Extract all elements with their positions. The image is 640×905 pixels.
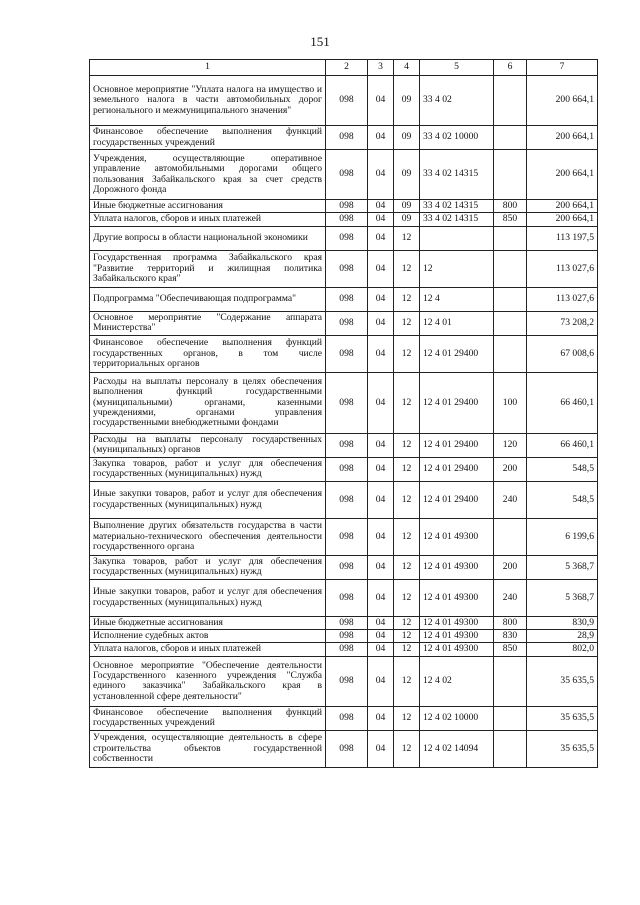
ministry-code-cell: 098 xyxy=(326,518,368,555)
table-row xyxy=(90,311,598,335)
amount-cell: 548,5 xyxy=(527,457,598,481)
row-name-cell: Иные бюджетные ассигнования xyxy=(90,200,326,213)
table-row xyxy=(90,200,598,213)
column-header: 4 xyxy=(394,60,420,76)
amount-cell: 28,9 xyxy=(527,630,598,643)
ministry-code-cell: 098 xyxy=(326,481,368,518)
section-code-cell: 04 xyxy=(368,311,394,335)
section-code-cell: 04 xyxy=(368,200,394,213)
row-name-cell: Иные закупки товаров, работ и услуг для обеспечения государственных (муниципальных) нужд xyxy=(90,481,326,518)
target-article-cell: 12 4 01 29400 xyxy=(420,457,494,481)
table-row xyxy=(90,481,598,518)
target-article-cell: 12 4 01 29400 xyxy=(420,335,494,372)
amount-cell: 200 664,1 xyxy=(527,213,598,226)
subsection-code-cell: 12 xyxy=(394,730,420,767)
table-row xyxy=(90,76,598,126)
expense-type-cell: 100 xyxy=(494,372,527,433)
section-code-cell: 04 xyxy=(368,457,394,481)
ministry-code-cell: 098 xyxy=(326,630,368,643)
subsection-code-cell: 12 xyxy=(394,616,420,629)
expense-type-cell: 830 xyxy=(494,630,527,643)
expense-type-cell: 240 xyxy=(494,579,527,616)
budget-table xyxy=(89,59,598,768)
section-code-cell: 04 xyxy=(368,518,394,555)
subsection-code-cell: 12 xyxy=(394,656,420,706)
target-article-cell: 12 4 02 xyxy=(420,656,494,706)
amount-cell: 200 664,1 xyxy=(527,150,598,200)
section-code-cell: 04 xyxy=(368,76,394,126)
amount-cell: 66 460,1 xyxy=(527,433,598,457)
ministry-code-cell: 098 xyxy=(326,579,368,616)
amount-cell: 113 027,6 xyxy=(527,287,598,311)
row-name-cell: Выполнение других обязательств государства в части материально-технического обеспечения деятельности государственного органа xyxy=(90,518,326,555)
section-code-cell: 04 xyxy=(368,213,394,226)
ministry-code-cell: 098 xyxy=(326,150,368,200)
subsection-code-cell: 09 xyxy=(394,150,420,200)
table-row xyxy=(90,616,598,629)
target-article-cell: 12 4 01 49300 xyxy=(420,616,494,629)
subsection-code-cell: 12 xyxy=(394,287,420,311)
target-article-cell: 12 4 01 49300 xyxy=(420,555,494,579)
subsection-code-cell: 12 xyxy=(394,630,420,643)
expense-type-cell: 240 xyxy=(494,481,527,518)
row-name-cell: Закупка товаров, работ и услуг для обеспечения государственных (муниципальных) нужд xyxy=(90,555,326,579)
column-header: 1 xyxy=(90,60,326,76)
target-article-cell: 33 4 02 14315 xyxy=(420,200,494,213)
amount-cell: 35 635,5 xyxy=(527,656,598,706)
section-code-cell: 04 xyxy=(368,126,394,150)
target-article-cell: 12 4 01 49300 xyxy=(420,643,494,656)
row-name-cell: Учреждения, осуществляющие оперативное управление автомобильными дорогами общего пользования Забайкальского края за счет средств Дорожного фонда xyxy=(90,150,326,200)
amount-cell: 548,5 xyxy=(527,481,598,518)
table-row xyxy=(90,579,598,616)
target-article-cell: 12 4 01 xyxy=(420,311,494,335)
table-row xyxy=(90,126,598,150)
expense-type-cell xyxy=(494,226,527,250)
target-article-cell: 12 4 01 49300 xyxy=(420,518,494,555)
expense-type-cell: 850 xyxy=(494,643,527,656)
subsection-code-cell: 12 xyxy=(394,579,420,616)
target-article-cell: 12 4 01 29400 xyxy=(420,372,494,433)
expense-type-cell: 200 xyxy=(494,457,527,481)
subsection-code-cell: 09 xyxy=(394,200,420,213)
expense-type-cell xyxy=(494,706,527,730)
amount-cell: 66 460,1 xyxy=(527,372,598,433)
section-code-cell: 04 xyxy=(368,226,394,250)
table-row xyxy=(90,630,598,643)
amount-cell: 73 208,2 xyxy=(527,311,598,335)
table-row xyxy=(90,335,598,372)
expense-type-cell xyxy=(494,126,527,150)
amount-cell: 35 635,5 xyxy=(527,706,598,730)
subsection-code-cell: 12 xyxy=(394,555,420,579)
page-number: 151 xyxy=(310,34,330,49)
table-row xyxy=(90,226,598,250)
row-name-cell: Уплата налогов, сборов и иных платежей xyxy=(90,643,326,656)
section-code-cell: 04 xyxy=(368,372,394,433)
column-header: 2 xyxy=(326,60,368,76)
expense-type-cell: 200 xyxy=(494,555,527,579)
amount-cell: 113 027,6 xyxy=(527,250,598,287)
row-name-cell: Основное мероприятие "Обеспечение деятельности Государственного казенного учреждения "Служба единого заказчика" Забайкальского края в установленной сфере деятельности" xyxy=(90,656,326,706)
expense-type-cell: 800 xyxy=(494,200,527,213)
table-row xyxy=(90,457,598,481)
section-code-cell: 04 xyxy=(368,287,394,311)
target-article-cell: 12 4 02 10000 xyxy=(420,706,494,730)
target-article-cell: 12 xyxy=(420,250,494,287)
subsection-code-cell: 12 xyxy=(394,335,420,372)
target-article-cell: 33 4 02 xyxy=(420,76,494,126)
expense-type-cell xyxy=(494,730,527,767)
table-row xyxy=(90,213,598,226)
subsection-code-cell: 12 xyxy=(394,226,420,250)
section-code-cell: 04 xyxy=(368,555,394,579)
table-row xyxy=(90,287,598,311)
amount-cell: 200 664,1 xyxy=(527,76,598,126)
ministry-code-cell: 098 xyxy=(326,656,368,706)
ministry-code-cell: 098 xyxy=(326,616,368,629)
ministry-code-cell: 098 xyxy=(326,372,368,433)
section-code-cell: 04 xyxy=(368,616,394,629)
section-code-cell: 04 xyxy=(368,579,394,616)
section-code-cell: 04 xyxy=(368,706,394,730)
expense-type-cell xyxy=(494,76,527,126)
table-row xyxy=(90,433,598,457)
expense-type-cell xyxy=(494,656,527,706)
ministry-code-cell: 098 xyxy=(326,126,368,150)
amount-cell: 6 199,6 xyxy=(527,518,598,555)
section-code-cell: 04 xyxy=(368,630,394,643)
table-row xyxy=(90,706,598,730)
section-code-cell: 04 xyxy=(368,730,394,767)
ministry-code-cell: 098 xyxy=(326,311,368,335)
section-code-cell: 04 xyxy=(368,433,394,457)
row-name-cell: Уплата налогов, сборов и иных платежей xyxy=(90,213,326,226)
section-code-cell: 04 xyxy=(368,481,394,518)
row-name-cell: Основное мероприятие "Уплата налога на имущество и земельного налога в части автомобильных дорог регионального и межмуниципального значения" xyxy=(90,76,326,126)
table-row xyxy=(90,518,598,555)
subsection-code-cell: 09 xyxy=(394,126,420,150)
subsection-code-cell: 12 xyxy=(394,518,420,555)
ministry-code-cell: 098 xyxy=(326,555,368,579)
expense-type-cell xyxy=(494,311,527,335)
amount-cell: 200 664,1 xyxy=(527,200,598,213)
row-name-cell: Расходы на выплаты персоналу государственных (муниципальных) органов xyxy=(90,433,326,457)
subsection-code-cell: 12 xyxy=(394,372,420,433)
target-article-cell: 12 4 01 49300 xyxy=(420,630,494,643)
section-code-cell: 04 xyxy=(368,335,394,372)
row-name-cell: Исполнение судебных актов xyxy=(90,630,326,643)
ministry-code-cell: 098 xyxy=(326,335,368,372)
row-name-cell: Финансовое обеспечение выполнения функций государственных органов, в том числе территориальных органов xyxy=(90,335,326,372)
row-name-cell: Финансовое обеспечение выполнения функций государственных учреждений xyxy=(90,126,326,150)
amount-cell: 5 368,7 xyxy=(527,579,598,616)
expense-type-cell: 850 xyxy=(494,213,527,226)
section-code-cell: 04 xyxy=(368,656,394,706)
column-header: 7 xyxy=(527,60,598,76)
column-header: 6 xyxy=(494,60,527,76)
target-article-cell: 12 4 01 49300 xyxy=(420,579,494,616)
amount-cell: 67 008,6 xyxy=(527,335,598,372)
amount-cell: 35 635,5 xyxy=(527,730,598,767)
table-body xyxy=(90,76,598,768)
amount-cell: 113 197,5 xyxy=(527,226,598,250)
table-row xyxy=(90,656,598,706)
table-row xyxy=(90,643,598,656)
row-name-cell: Учреждения, осуществляющие деятельность в сфере строительства объектов государственной собственности xyxy=(90,730,326,767)
expense-type-cell xyxy=(494,335,527,372)
table-row xyxy=(90,250,598,287)
section-code-cell: 04 xyxy=(368,150,394,200)
expense-type-cell xyxy=(494,518,527,555)
subsection-code-cell: 12 xyxy=(394,433,420,457)
row-name-cell: Закупка товаров, работ и услуг для обеспечения государственных (муниципальных) нужд xyxy=(90,457,326,481)
target-article-cell: 12 4 xyxy=(420,287,494,311)
ministry-code-cell: 098 xyxy=(326,200,368,213)
row-name-cell: Финансовое обеспечение выполнения функций государственных учреждений xyxy=(90,706,326,730)
ministry-code-cell: 098 xyxy=(326,226,368,250)
subsection-code-cell: 12 xyxy=(394,457,420,481)
target-article-cell: 12 4 01 29400 xyxy=(420,481,494,518)
subsection-code-cell: 12 xyxy=(394,250,420,287)
column-header: 3 xyxy=(368,60,394,76)
expense-type-cell: 120 xyxy=(494,433,527,457)
table-row xyxy=(90,730,598,767)
row-name-cell: Расходы на выплаты персоналу в целях обеспечения выполнения функций государственными (муниципальными) органами, казенными учреждениями, органами управления государственными внебюджетными фондами xyxy=(90,372,326,433)
row-name-cell: Подпрограмма "Обеспечивающая подпрограмма" xyxy=(90,287,326,311)
section-code-cell: 04 xyxy=(368,643,394,656)
expense-type-cell: 800 xyxy=(494,616,527,629)
row-name-cell: Иные бюджетные ассигнования xyxy=(90,616,326,629)
row-name-cell: Государственная программа Забайкальского края "Развитие территорий и жилищная политика Забайкальского края" xyxy=(90,250,326,287)
target-article-cell: 12 4 02 14094 xyxy=(420,730,494,767)
target-article-cell: 33 4 02 10000 xyxy=(420,126,494,150)
target-article-cell: 33 4 02 14315 xyxy=(420,150,494,200)
ministry-code-cell: 098 xyxy=(326,250,368,287)
amount-cell: 200 664,1 xyxy=(527,126,598,150)
column-header: 5 xyxy=(420,60,494,76)
row-name-cell: Иные закупки товаров, работ и услуг для обеспечения государственных (муниципальных) нужд xyxy=(90,579,326,616)
target-article-cell: 33 4 02 14315 xyxy=(420,213,494,226)
table-row xyxy=(90,372,598,433)
ministry-code-cell: 098 xyxy=(326,213,368,226)
ministry-code-cell: 098 xyxy=(326,433,368,457)
table-row xyxy=(90,555,598,579)
subsection-code-cell: 12 xyxy=(394,311,420,335)
column-number-row xyxy=(90,60,598,76)
subsection-code-cell: 12 xyxy=(394,481,420,518)
amount-cell: 5 368,7 xyxy=(527,555,598,579)
target-article-cell: 12 4 01 29400 xyxy=(420,433,494,457)
ministry-code-cell: 098 xyxy=(326,76,368,126)
subsection-code-cell: 12 xyxy=(394,706,420,730)
ministry-code-cell: 098 xyxy=(326,730,368,767)
amount-cell: 802,0 xyxy=(527,643,598,656)
ministry-code-cell: 098 xyxy=(326,706,368,730)
target-article-cell xyxy=(420,226,494,250)
ministry-code-cell: 098 xyxy=(326,643,368,656)
expense-type-cell xyxy=(494,250,527,287)
section-code-cell: 04 xyxy=(368,250,394,287)
ministry-code-cell: 098 xyxy=(326,287,368,311)
subsection-code-cell: 09 xyxy=(394,76,420,126)
ministry-code-cell: 098 xyxy=(326,457,368,481)
row-name-cell: Основное мероприятие "Содержание аппарата Министерства" xyxy=(90,311,326,335)
subsection-code-cell: 12 xyxy=(394,643,420,656)
expense-type-cell xyxy=(494,287,527,311)
row-name-cell: Другие вопросы в области национальной экономики xyxy=(90,226,326,250)
subsection-code-cell: 09 xyxy=(394,213,420,226)
table-row xyxy=(90,150,598,200)
amount-cell: 830,9 xyxy=(527,616,598,629)
expense-type-cell xyxy=(494,150,527,200)
